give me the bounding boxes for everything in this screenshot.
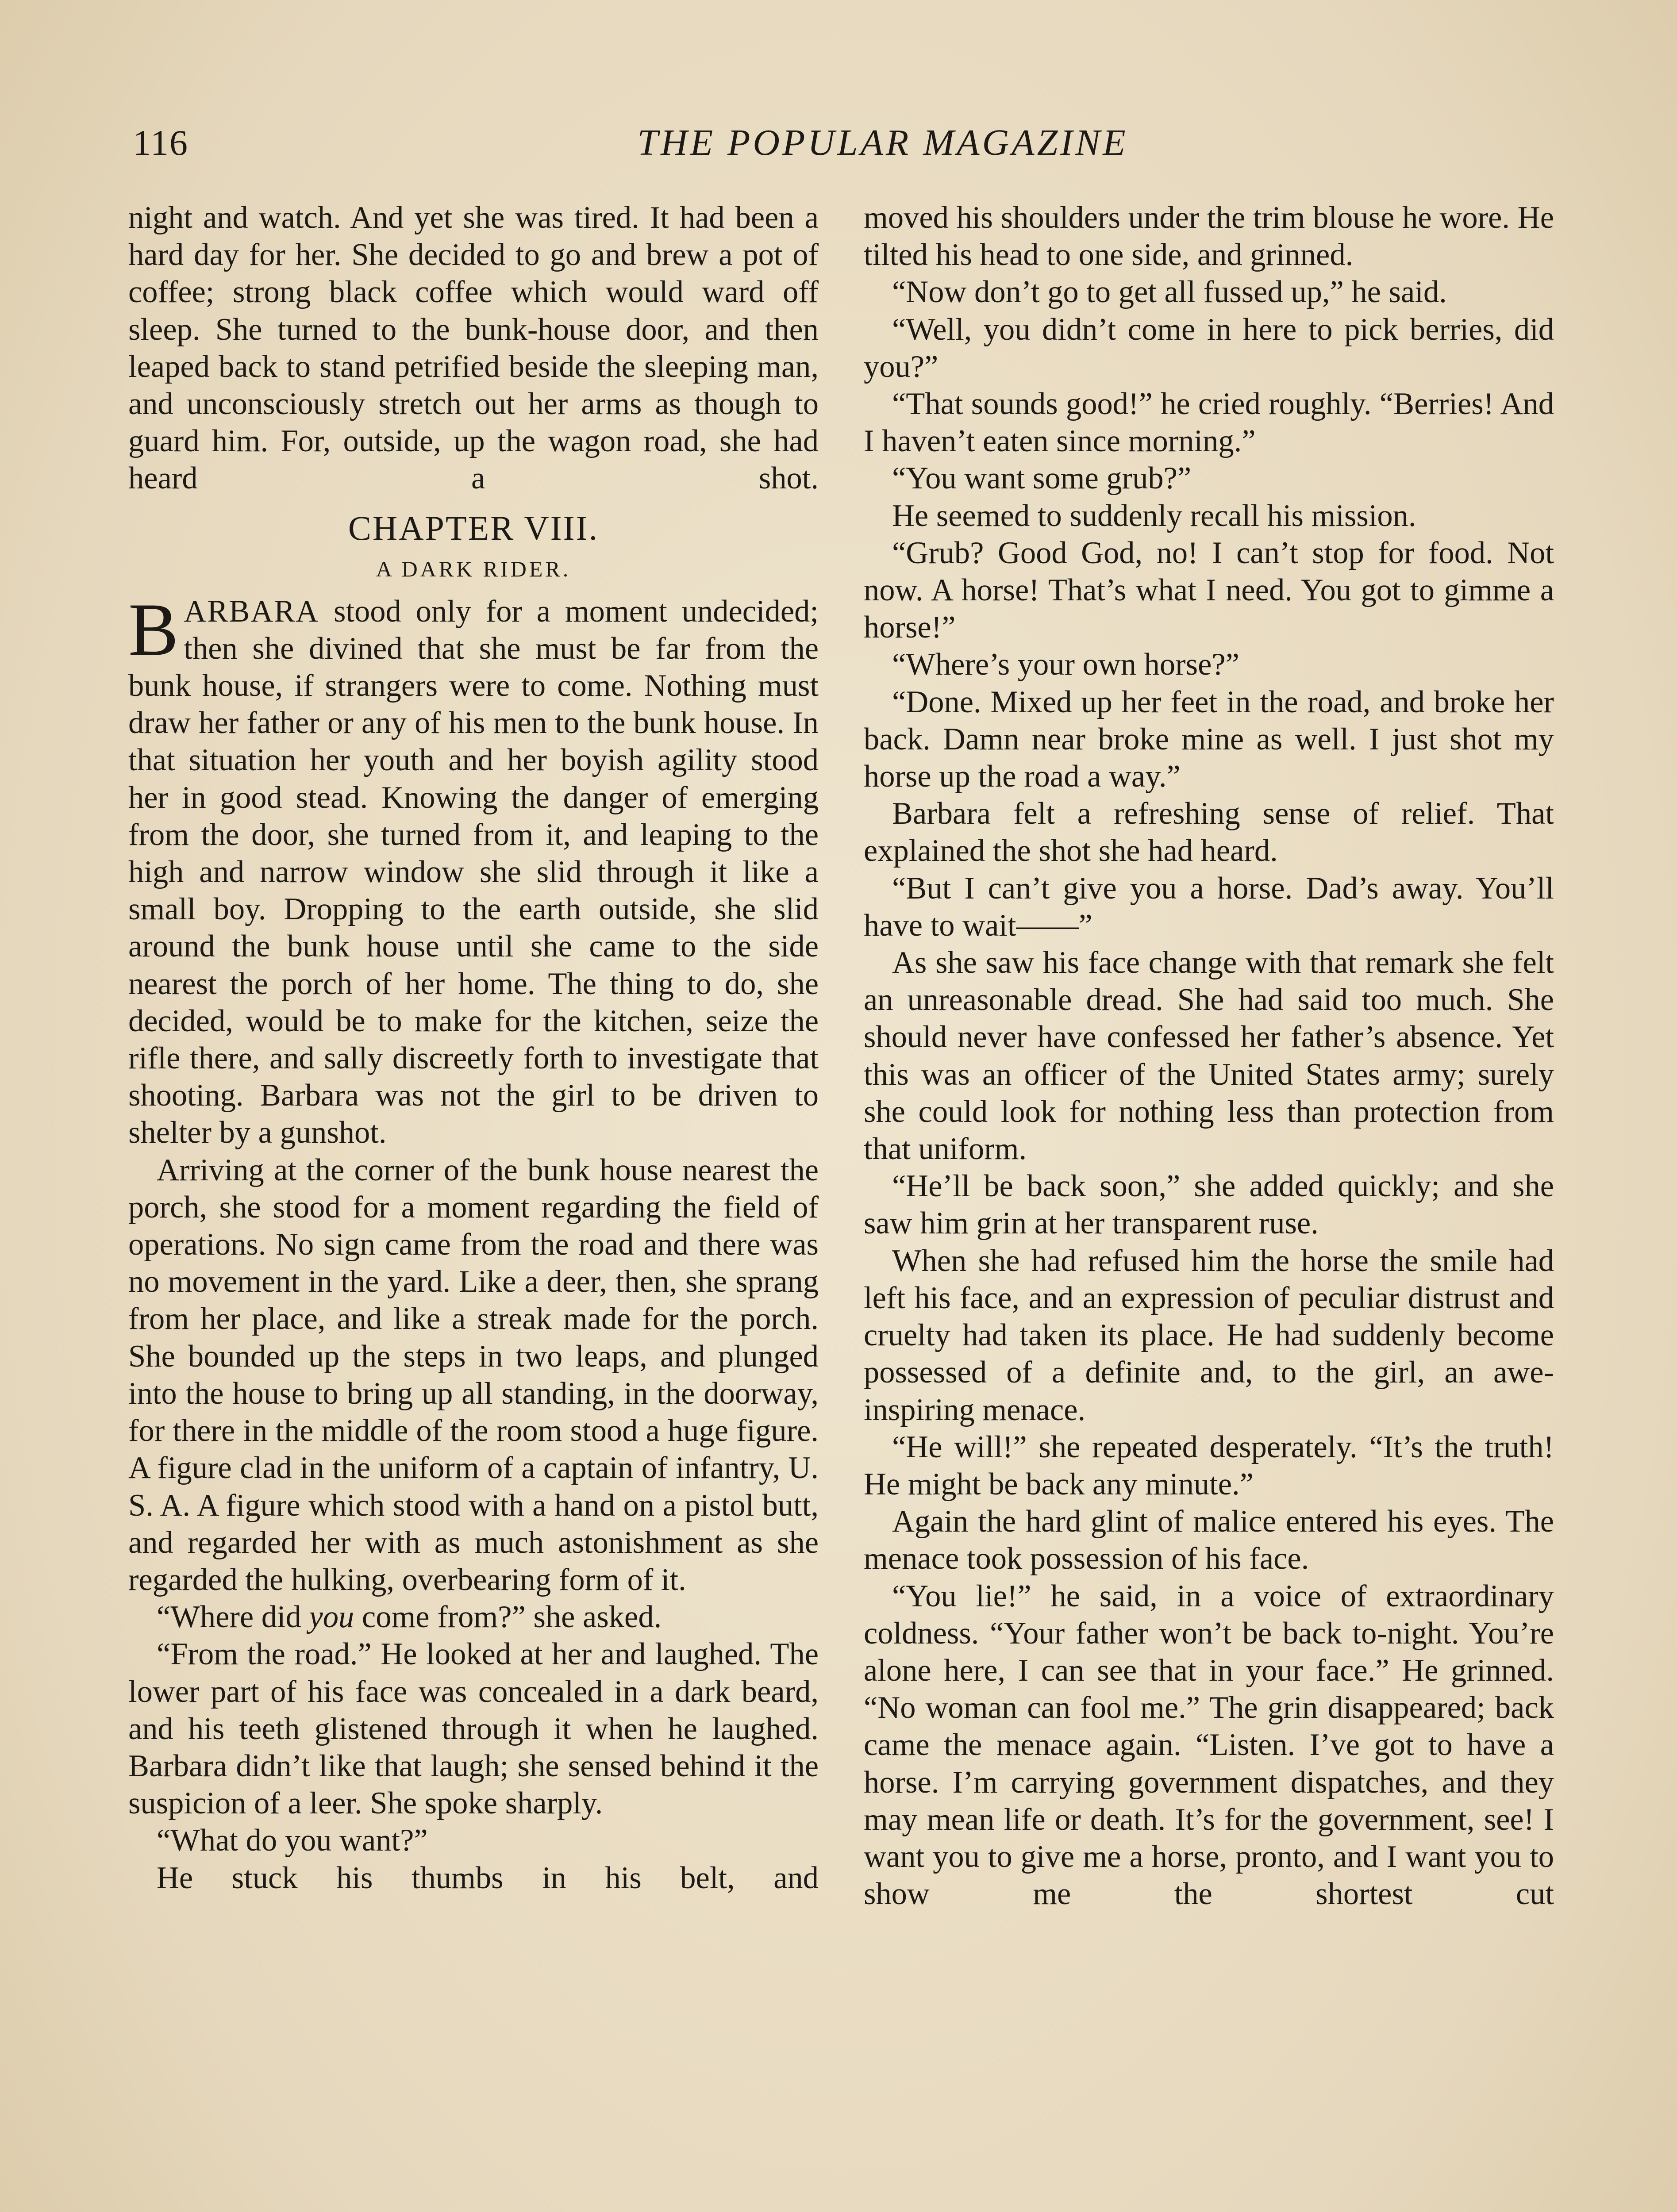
- lead-word: ARBARA: [184, 594, 319, 629]
- dialogue-text: “Where did: [157, 1600, 309, 1635]
- paragraph: “He’ll be back soon,” she added quickly; and she saw him grin at her transparent ruse.: [864, 1169, 1554, 1241]
- paragraph: As she saw his face change with that remark she felt an unreasonable dread. She had said too much. She should never have confessed her father’s absence. Yet this was an officer of the United States army; surely she could look for nothing less than protection from that uniform.: [864, 945, 1554, 1167]
- page-number: 116: [133, 123, 188, 163]
- paragraph: “Grub? Good God, no! I can’t stop for food. Not now. A horse! That’s what I need. You got to gimme a horse!”: [864, 535, 1554, 645]
- paragraph-with-dropcap: [128, 588, 819, 1152]
- paragraph: “Now don’t go to get all fussed up,” he said.: [892, 275, 1447, 310]
- paragraph: He seemed to suddenly recall his mission.: [892, 498, 1416, 533]
- drop-cap: B: [128, 588, 179, 671]
- left-column: [128, 199, 819, 1897]
- paragraph: “He will!” she repeated desperately. “It’s the truth! He might be back any minute.”: [864, 1429, 1554, 1502]
- paragraph: “That sounds good!” he cried roughly. “Berries! And I haven’t eaten since morning.”: [864, 387, 1554, 459]
- paragraph: He stuck his thumbs in his belt, and: [157, 1860, 819, 1895]
- paragraph: night and watch. And yet she was tired. It had been a hard day for her. She decided to go and brew a pot of coffee; strong black coffee which would ward off sleep. She turned to the bunk-house door, and then leaped back to stand petrified beside the sleeping man, and unconsciously stretch out her arms as though to guard him. For, outside, up the wagon road, she had heard a shot.: [128, 200, 819, 496]
- chapter-title: CHAPTER VIII.: [348, 508, 599, 547]
- paragraph: “But I can’t give you a horse. Dad’s away. You’ll have to wait——”: [864, 871, 1554, 943]
- paragraph: Arriving at the corner of the bunk house nearest the porch, she stood for a moment regarding the field of operations. No sign came from the road and there was no movement in the yard. Like a deer, then, she sprang from her place, and like a streak made for the porch. She bounded up the steps in two leaps, and plunged into the house to bring up all standing, in the doorway, for there in the middle of the room stood a huge figure. A figure clad in the uniform of a captain of infantry, U. S. A. A figure which stood with a hand on a pistol butt, and regarded her with as much astonishment as she regarded the hulking, overbearing form of it.: [128, 1152, 819, 1597]
- paragraph: Barbara felt a refreshing sense of relief. That explained the shot she had heard.: [864, 796, 1554, 868]
- paragraph: Again the hard glint of malice entered his eyes. The menace took possession of his face.: [864, 1504, 1554, 1576]
- dialogue-text: come from?” she asked.: [354, 1600, 662, 1635]
- emphasized-word: you: [309, 1600, 354, 1635]
- paragraph: “What do you want?”: [157, 1823, 428, 1858]
- page-header: [133, 119, 1562, 167]
- paragraph: When she had refused him the horse the smile had left his face, and an expression of peculiar distrust and cruelty had taken its place. He had suddenly become possessed of a definite and, to the girl, an awe-inspiring menace.: [864, 1243, 1554, 1427]
- right-column: [864, 199, 1554, 1912]
- paragraph: “Done. Mixed up her feet in the road, and broke her back. Damn near broke mine as well. I just shot my horse up the road a way.”: [864, 684, 1554, 794]
- chapter-subtitle: A DARK RIDER.: [376, 556, 571, 581]
- paragraph: “You lie!” he said, in a voice of extraordinary coldness. “Your father won’t be back to-night. You’re alone here, I can see that in your face.” He grinned. “No woman can fool me.” The grin disappeared; back came the menace again. “Listen. I’ve got to have a horse. I’m carrying government dispatches, and they may mean life or death. It’s for the government, see! I want you to give me a horse, pronto, and I want you to show me the shortest cut: [864, 1578, 1554, 1912]
- paragraph: “Well, you didn’t come in here to pick berries, did you?”: [864, 312, 1554, 384]
- paragraph: “You want some grub?”: [892, 461, 1192, 496]
- running-title: THE POPULAR MAGAZINE: [637, 122, 1128, 163]
- paragraph-text: stood only for a moment undecided; then she divined that she must be far from the bunk house, if strangers were to come. Nothing must draw her father or any of his men to the bunk house. In that situation her youth and her boyish agility stood her in good stead. Knowing the danger of emerging from the door, she turned from it, and leaping to the high and narrow window she slid through it like a small boy. Dropping to the earth outside, she slid around the bunk house until she came to the side nearest the porch of her home. The thing to do, she decided, would be to make for the kitchen, seize the rifle there, and sally discreetly forth to investigate that shooting. Barbara was not the girl to be driven to shelter by a gunshot.: [128, 594, 819, 1150]
- paragraph: moved his shoulders under the trim blouse he wore. He tilted his head to one side, and grinned.: [864, 200, 1554, 273]
- paragraph: [128, 1598, 819, 1636]
- paragraph: “Where’s your own horse?”: [892, 647, 1239, 682]
- paragraph: “From the road.” He looked at her and laughed. The lower part of his face was concealed in a dark beard, and his teeth glistened through it when he laughed. Barbara didn’t like that laugh; she sensed behind it the suspicion of a leer. She spoke sharply.: [128, 1637, 819, 1821]
